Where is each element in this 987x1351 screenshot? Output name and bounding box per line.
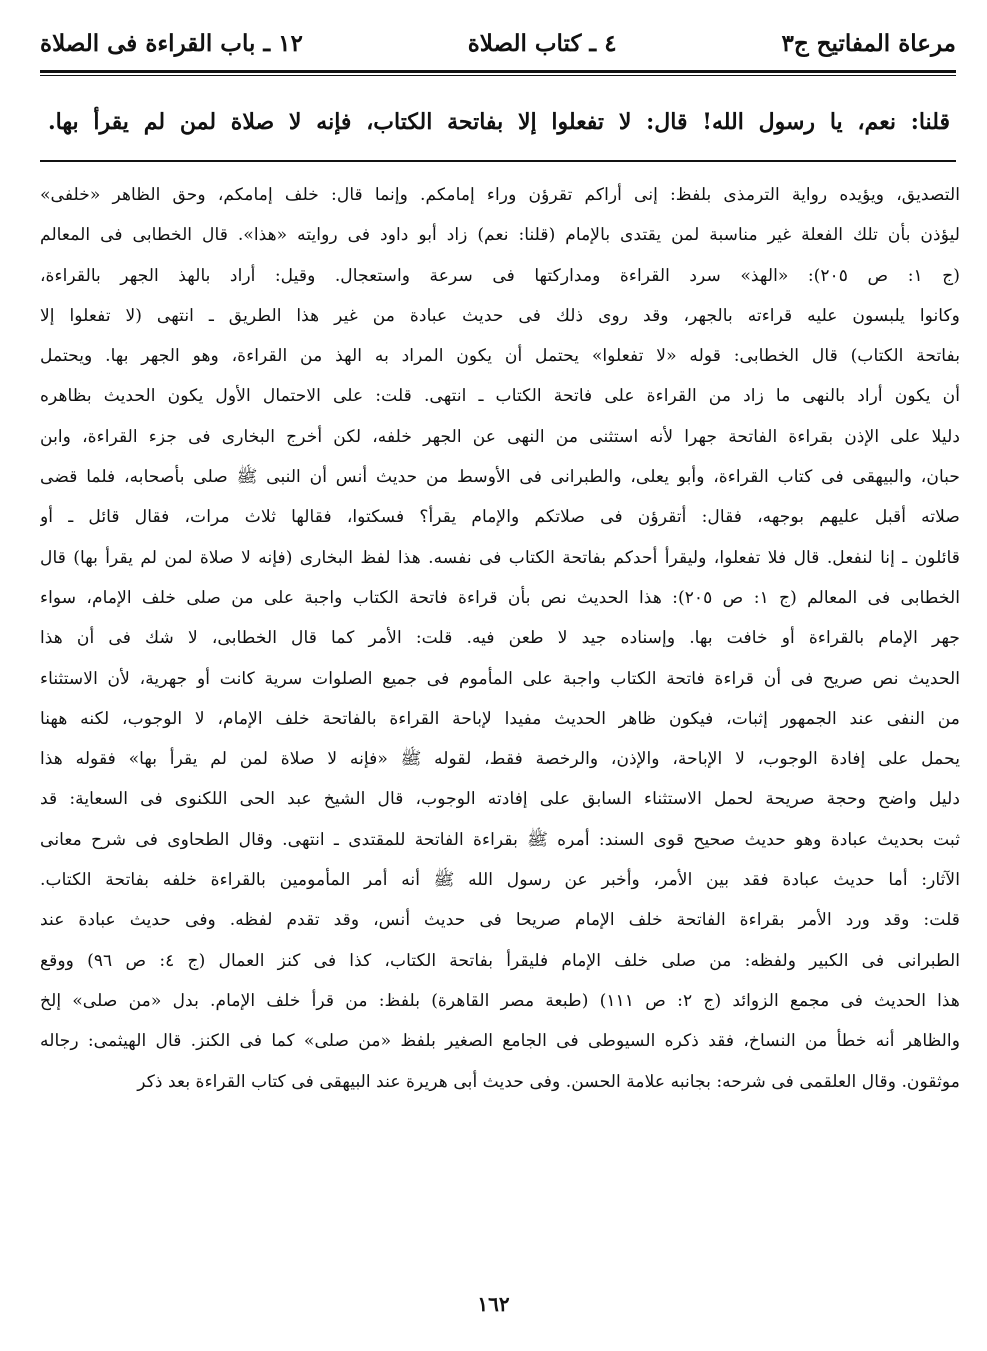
page-number: ١٦٢ [477, 1292, 510, 1316]
commentary-line: من النفى عند الجمهور إثبات، فيكون ظاهر الحديث مفيدا لإباحة القراءة بالفاتحة خلف الإمام، لا الوجوب، لكنه ههنا [40, 708, 960, 729]
commentary-line: قلت: وقد ورد الأمر بقراءة الفاتحة خلف الإمام صريحا فى حديث أنس، وقد تقدم لفظه. وفى حديث عبادة عند [40, 910, 960, 931]
hadith-text: قلنا: نعم، يا رسول الله! قال: لا تفعلوا إلا بفاتحة الكتاب، فإنه لا صلاة لمن لم يقرأ بها. [48, 109, 950, 135]
commentary-line: قائلون ـ إنا لنفعل. قال فلا تفعلوا، وليقرأ أحدكم بفاتحة الكتاب فى نفسه. هذا لفظ البخارى (فإنه لا صلاة لمن لم يقرأ بها) قال [40, 547, 960, 568]
hadith-separator [40, 160, 956, 162]
commentary-line: دليل واضح وحجة صريحة لحمل الاستثناء السابق على إفادته الوجوب، قال الشيخ عبد الحى اللكنوى فى السعاية: قد [40, 789, 960, 810]
chapter-title: ١٢ ـ باب القراءة فى الصلاة [40, 29, 303, 57]
commentary-line: حبان، والبيهقى فى كتاب القراءة، وأبو يعلى، والطبرانى فى الأوسط من حديث أنس أن النبى ﷺ صلى بأصحابه، فلما قضى [40, 467, 960, 488]
commentary-body [40, 175, 960, 1102]
commentary-line: الطبرانى فى الكبير ولفظه: من صلى خلف الإمام فليقرأ بفاتحة الكتاب، كذا فى كنز العمال (ج ٤: ص ٩٦) ووقع [40, 950, 960, 971]
header-rule-thick [40, 70, 956, 73]
commentary-line: جهر الإمام بالقراءة أو خافت بها. وإسناده جيد لا طعن فيه. قلت: الأمر كما قال الخطابى، لا شك فى أن هذا [40, 628, 960, 649]
commentary-line: صلاته أقبل عليهم بوجهه، فقال: أتقرؤن فى صلاتكم والإمام يقرأ؟ فسكتوا، فقالها ثلاث مرات، فقال قائل ـ أو [40, 507, 960, 528]
commentary-line: الخطابى فى المعالم (ج ١: ص ٢٠٥): هذا الحديث نص بأن قراءة فاتحة الكتاب واجبة على من صلى خلف الإمام، سواء [40, 587, 960, 608]
commentary-line: ثبت بحديث عبادة وهو حديث صحيح قوى السند: أمره ﷺ بقراءة الفاتحة للمقتدى ـ انتهى. وقال الطحاوى فى شرح معانى [40, 829, 960, 850]
book-title: مرعاة المفاتيح ج٣ [781, 29, 956, 57]
commentary-line: بفاتحة الكتاب) قال الخطابى: قوله «لا تفعلوا» يحتمل أن يكون المراد به الهذ من القراءة، وهو الجهر بها. ويحتمل [40, 346, 960, 367]
commentary-line: الآثار: أما حديث عبادة فقد بين الأمر، وأخبر عن رسول الله ﷺ أنه أمر المأمومين بالقراءة خلفه بفاتحة الكتاب. [40, 870, 960, 891]
commentary-line: (ج ١: ص ٢٠٥): «الهذ» سرد القراءة ومداركتها فى سرعة واستعجال. وقيل: أراد بالهذ الجهر بالقراءة، [40, 265, 960, 286]
commentary-line: دليلا على الإذن بقراءة الفاتحة جهرا لأنه استثنى من النهى عن الجهر خلفه، لكن أخرج البخارى فى جزء القراءة، وابن [40, 426, 960, 447]
commentary-line: والظاهر أنه خطأ من النساخ، فقد ذكره السيوطى فى الجامع الصغير بلفظ «من صلى» كما فى الكنز. قال الهيثمى: رجاله [40, 1031, 960, 1052]
page-header [40, 22, 956, 64]
commentary-line: هذا الحديث فى مجمع الزوائد (ج ٢: ص ١١١) (طبعة مصر القاهرة) بلفظ: من قرأ خلف الإمام. بدل «من صلى» إلخ [40, 990, 960, 1011]
commentary-line: موثقون. وقال العلقمى فى شرحه: بجانبه علامة الحسن. وفى حديث أبى هريرة عند البيهقى فى كتاب القراءة بعد ذكر [137, 1071, 960, 1092]
commentary-line: ليؤذن بأن تلك الفعلة غير مناسبة لمن يقتدى بالإمام (قلنا: نعم) زاد أبو داود فى روايته «هذا». قال الخطابى فى المعالم [40, 225, 960, 246]
commentary-line: الحديث نص صريح فى أن قراءة فاتحة الكتاب واجبة على المأموم فى جميع الصلوات سرية كانت أو جهرية، لأن الاستثناء [40, 668, 960, 689]
commentary-line: يحمل على إفادة الوجوب، لا الإباحة، والإذن، والرخصة فقط، لقوله ﷺ «فإنه لا صلاة لمن لم يقرأ بها» فقوله هذا [40, 749, 960, 770]
section-title: ٤ ـ كتاب الصلاة [467, 29, 617, 57]
commentary-line: أن يكون أراد بالنهى ما زاد من القراءة على فاتحة الكتاب ـ انتهى. قلت: على الاحتمال الأول يكون الحديث بظاهره [40, 386, 960, 407]
commentary-line: وكانوا يلبسون عليه قراءته بالجهر، وقد روى ذلك فى حديث عبادة من غير هذا الطريق ـ انتهى (لا تفعلوا إلا [40, 305, 960, 326]
header-rule-thin [40, 75, 956, 76]
commentary-line: التصديق، ويؤيده رواية الترمذى بلفظ: إنى أراكم تقرؤن وراء إمامكم. وإنما قال: خلف إمامكم، وحق الظاهر «خلفى» [40, 185, 960, 205]
